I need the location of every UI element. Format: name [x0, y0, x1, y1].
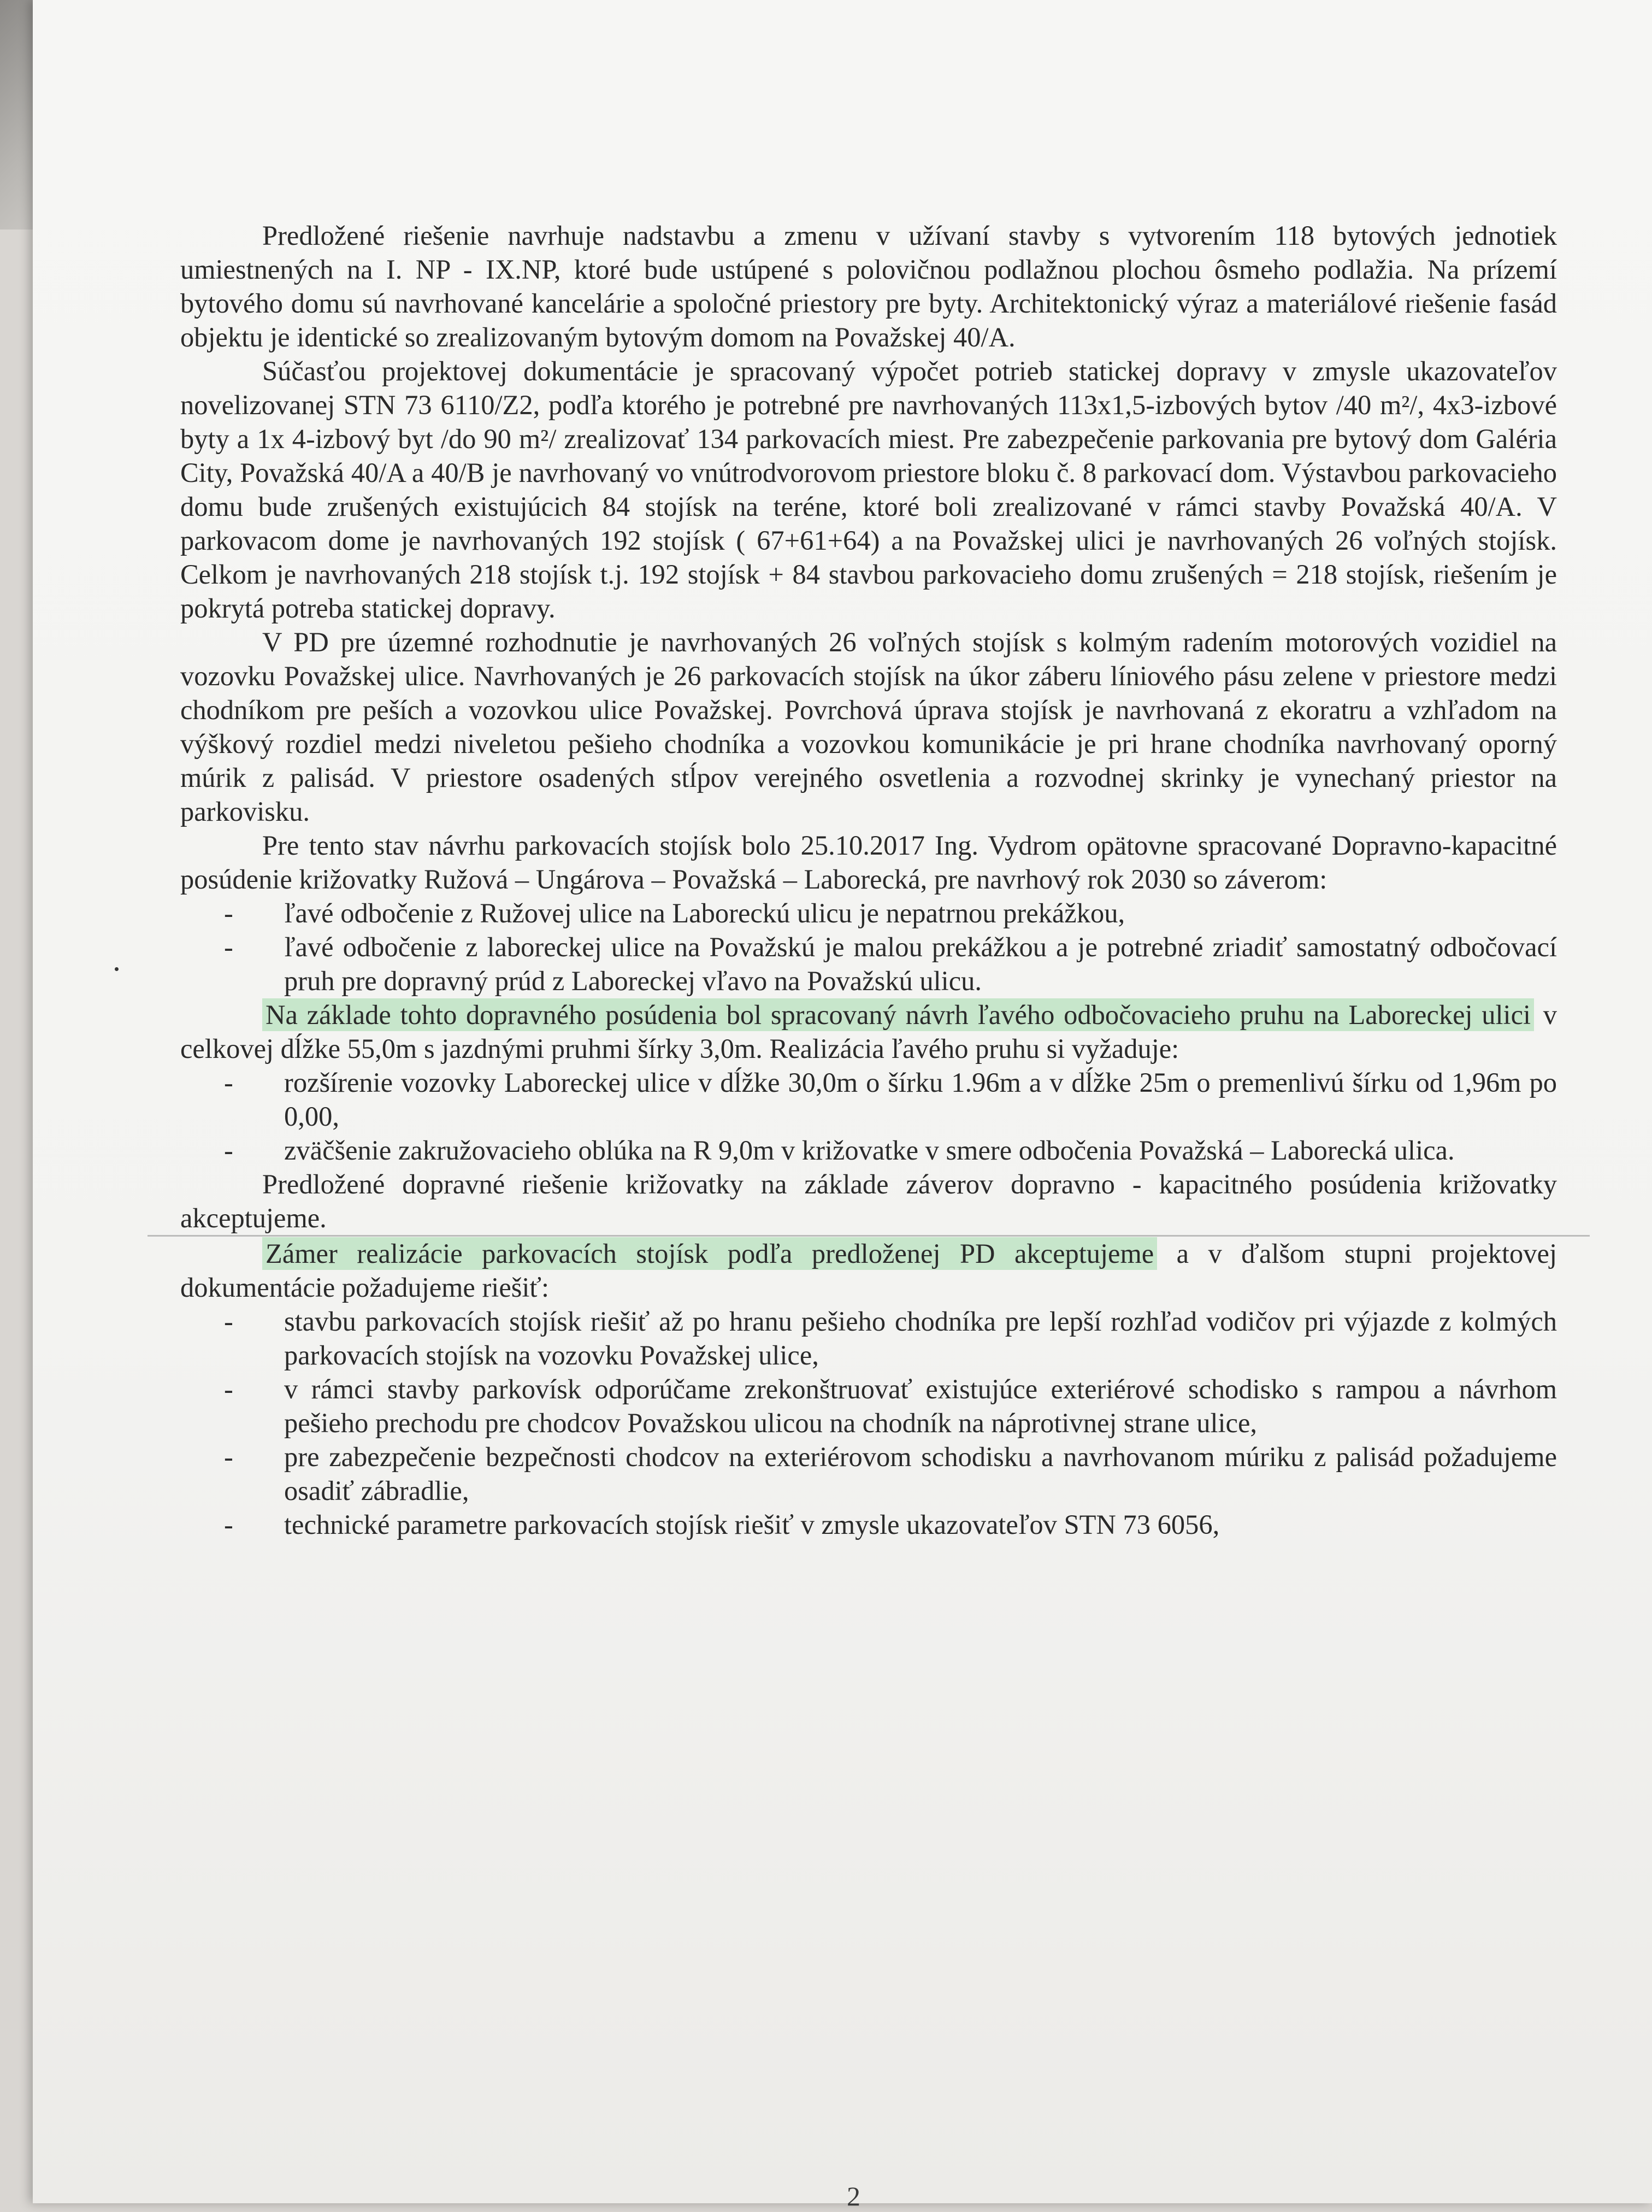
stray-mark: [115, 967, 119, 971]
highlighted-text: Zámer realizácie parkovacích stojísk podľa predloženej PD akceptujeme: [262, 1237, 1157, 1270]
paragraph-parking-design: V PD pre územné rozhodnutie je navrhovaných 26 voľných stojísk s kolmým radením motorových vozidiel na vozovku Považskej ulice. Navrhovaných je 26 parkovacích stojísk na úkor záberu líniového pásu zelene v priestore medzi chodníkom pre peších a vozovkou ulice Považskej. Povrchová úprava stojísk je navrhovaná z ekoratru a vzhľadom na výškový rozdiel medzi niveletou pešieho chodníka a vozovkou komunikácie je pri hrane chodníka navrhovaný oporný múrik z palisád. V priestore osadených stĺpov verejného osvetlenia a rozvodnej skrinky je vynechaný priestor na parkovisku.: [180, 627, 1557, 827]
list-dash: -: [224, 1374, 233, 1404]
list-item-text: v rámci stavby parkovísk odporúčame zrekonštruovať existujúce exteriérové schodisko s rampou a návrhom pešieho prechodu pre chodcov Považskou ulicou na chodník na náprotivnej strane ulice,: [284, 1374, 1557, 1438]
document-page: [33, 0, 1652, 2211]
highlighted-text: Na základe tohto dopravného posúdenia bol spracovaný návrh ľavého odbočovacieho pruhu na Laboreckej ulici: [262, 998, 1534, 1031]
list-item-text: ľavé odbočenie z Ružovej ulice na Laboreckú ulicu je nepatrnou prekážkou,: [284, 898, 1125, 928]
paragraph-text: a v ďalšom stupni projektovej dokumentácie požadujeme riešiť:: [180, 1238, 1557, 1303]
paragraph-acceptance: Predložené dopravné riešenie križovatky na základe záverov dopravno - kapacitného posúdenia križovatky akceptujeme.: [180, 1169, 1557, 1233]
list-item: [180, 1066, 1557, 1133]
list-dash: -: [224, 1135, 233, 1166]
page-number: 2: [847, 2181, 860, 2211]
list-dash: -: [224, 932, 233, 962]
list-dash: -: [224, 1442, 233, 1472]
document-body: [180, 219, 1557, 1542]
paragraph-left-turn-lane: [180, 998, 1557, 1066]
list-dash: -: [224, 1067, 233, 1098]
list-item: [180, 1440, 1557, 1508]
list-dash: -: [224, 898, 233, 928]
paragraph-parking-acceptance: [180, 1237, 1557, 1304]
list-item: [180, 930, 1557, 998]
requirements-list: [180, 1066, 1557, 1167]
list-item-text: pre zabezpečenie bezpečnosti chodcov na exteriérovom schodisku a navrhovanom múriku z palisád požadujeme osadiť zábradlie,: [284, 1442, 1557, 1506]
list-item-text: rozšírenie vozovky Laboreckej ulice v dĺžke 30,0m o šírku 1.96m a v dĺžke 25m o premenlivú šírku od 1,96m po 0,00,: [284, 1067, 1557, 1132]
paragraph-intro: Predložené riešenie navrhuje nadstavbu a zmenu v užívaní stavby s vytvorením 118 bytových jednotiek umiestnených na I. NP - IX.NP, ktoré bude ustúpené s polovičnou podlažnou plochou ôsmeho podlažia. Na prízemí bytového domu sú navrhované kancelárie a spoločné priestory pre byty. Architektonický výraz a materiálové riešenie fasád objektu je identické so zrealizovaným bytovým domom na Považskej 40/A.: [180, 220, 1557, 352]
horizontal-rule: [148, 1235, 1590, 1237]
list-item: [180, 1133, 1557, 1167]
list-item: [180, 1304, 1557, 1372]
list-item-text: zväčšenie zakružovacieho oblúka na R 9,0m v križovatke v smere odbočenia Považská – Laborecká ulica.: [284, 1135, 1455, 1166]
list-item: [180, 896, 1557, 930]
list-dash: -: [224, 1306, 233, 1337]
list-item-text: ľavé odbočenie z laboreckej ulice na Považskú je malou prekážkou a je potrebné zriadiť samostatný odbočovací pruh pre dopravný prúd z Laboreckej vľavo na Považskú ulicu.: [284, 932, 1557, 996]
paragraph-text: v celkovej dĺžke 55,0m s jazdnými pruhmi šírky 3,0m. Realizácia ľavého pruhu si vyžaduje:: [180, 999, 1557, 1064]
list-dash: -: [224, 1509, 233, 1540]
list-item: [180, 1508, 1557, 1542]
list-item-text: stavbu parkovacích stojísk riešiť až po hranu pešieho chodníka pre lepší rozhľad vodičov pri výjazde z kolmých parkovacích stojísk na vozovku Považskej ulice,: [284, 1306, 1557, 1370]
paragraph-parking-calculation: Súčasťou projektovej dokumentácie je spracovaný výpočet potrieb statickej dopravy v zmysle ukazovateľov novelizovanej STN 73 6110/Z2, podľa ktorého je potrebné pre navrhovaných 113x1,5-izbových bytov /40 m²/, 4x3-izbové byty a 1x 4-izbový byt /do 90 m²/ zrealizovať 134 parkovacích miest. Pre zabezpečenie parkovania pre bytový dom Galéria City, Považská 40/A a 40/B je navrhovaný vo vnútrodvorovom priestore bloku č. 8 parkovací dom. Výstavbou parkovacieho domu bude zrušených existujúcich 84 stojísk na teréne, ktoré boli zrealizované v rámci stavby Považská 40/A. V parkovacom dome je navrhovaných 192 stojísk ( 67+61+64) a na Považskej ulici je navrhovaných 26 voľných stojísk. Celkom je navrhovaných 218 stojísk t.j. 192 stojísk + 84 stavbou parkovacieho domu zrušených = 218 stojísk, riešením je pokrytá potreba statickej dopravy.: [180, 356, 1557, 623]
paragraph-assessment: Pre tento stav návrhu parkovacích stojísk bolo 25.10.2017 Ing. Vydrom opätovne spracované Dopravno-kapacitné posúdenie križovatky Ružová – Ungárova – Považská – Laborecká, pre navrhový rok 2030 so záverom:: [180, 830, 1557, 895]
list-item-text: technické parametre parkovacích stojísk riešiť v zmysle ukazovateľov STN 73 6056,: [284, 1509, 1220, 1540]
list-item: [180, 1372, 1557, 1440]
conclusion-list: [180, 896, 1557, 998]
demands-list: [180, 1304, 1557, 1542]
